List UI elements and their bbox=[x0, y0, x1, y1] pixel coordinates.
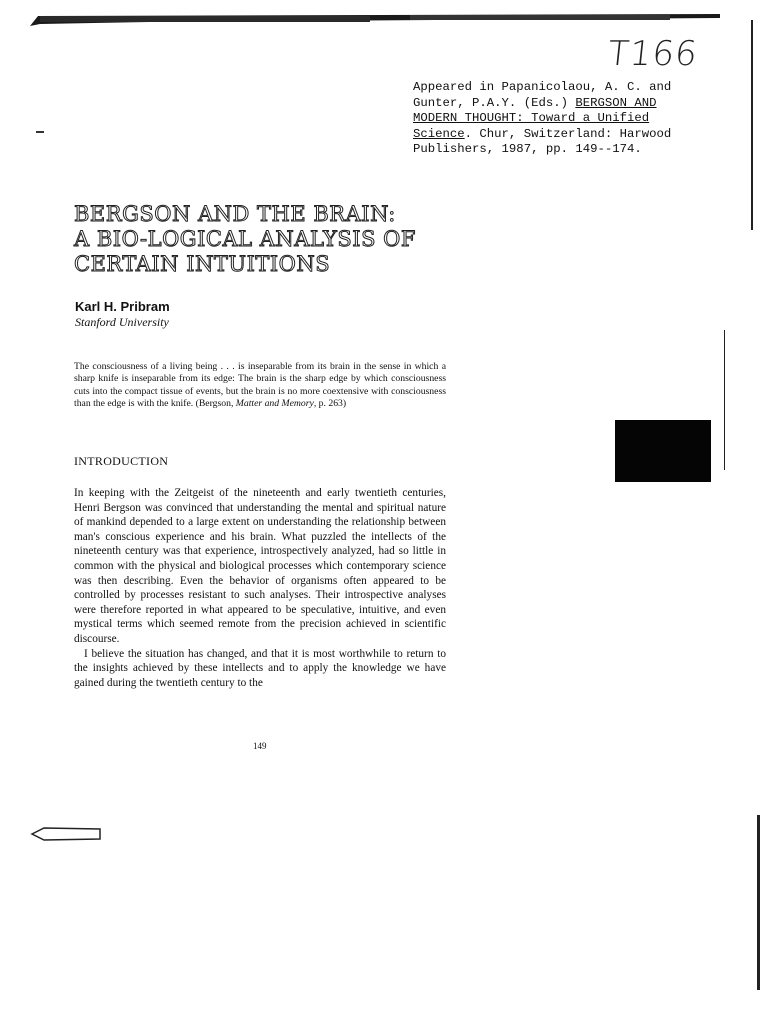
redaction-block bbox=[615, 420, 711, 482]
margin-tick bbox=[36, 131, 44, 133]
title-line: A BIO-LOGICAL ANALYSIS OF bbox=[74, 227, 416, 251]
section-heading: INTRODUCTION bbox=[74, 454, 169, 468]
body-text bbox=[74, 486, 446, 690]
scan-artifact-pencil bbox=[30, 826, 102, 842]
paragraph: In keeping with the Zeitgeist of the nineteenth and early twentieth centuries, Henri Bergson was convinced that understanding the mental and spiritual nature of mankind depended to a large extent on understanding the relationship between man's conscious experience and his brain. What puzzled the intellects of the nineteenth century was that experience, introspectively analyzed, had so little in common with the physical and biological processes which contemporary science was then describing. Even the behavior of organisms often appeared to be controlled by processes resistant to such analyses. Their introspective analyses were therefore reported in what appeared to be speculative, intuitive, and even mystical terms which seemed remote from the precision achieved in scientific discourse. bbox=[74, 487, 446, 645]
scan-edge-line bbox=[751, 20, 753, 230]
epigraph-source-title: Matter and Memory bbox=[235, 397, 314, 409]
citation-line: Gunter, P.A.Y. (Eds.) BERGSON AND bbox=[413, 95, 657, 110]
paper-title bbox=[74, 202, 434, 277]
scan-artifact-top-bar bbox=[30, 12, 720, 28]
page-number: 149 bbox=[253, 741, 267, 751]
author-name: Karl H. Pribram bbox=[75, 299, 170, 314]
paragraph: I believe the situation has changed, and that it is most worthwhile to return to the insights achieved by these intellects and to apply the knowledge we have gained during the twentieth century to the bbox=[74, 647, 446, 689]
handwritten-catalog-mark: T166 bbox=[605, 34, 700, 74]
epigraph: The consciousness of a living being . . . is inseparable from its brain in the sense in which a sharp knife is inseparable from its edge: The brain is the sharp edge by which consciousness cuts into the compact tissue of events, but the brain is no more coextensive with consciousness than the edge is with the knife. (Bergson, Matter and Memory, p. 263) bbox=[74, 361, 446, 409]
citation-line: Publishers, 1987, pp. 149--174. bbox=[413, 142, 642, 156]
title-line: BERGSON AND THE BRAIN: bbox=[74, 202, 396, 226]
title-line: CERTAIN INTUITIONS bbox=[74, 252, 331, 276]
author-affiliation: Stanford University bbox=[75, 315, 169, 329]
citation-line: MODERN THOUGHT: Toward a Unified bbox=[413, 111, 650, 125]
citation-line: Appeared in Papanicolaou, A. C. and bbox=[413, 80, 672, 94]
citation-note bbox=[413, 80, 703, 158]
scan-edge-line bbox=[757, 815, 760, 990]
margin-line bbox=[724, 330, 725, 470]
citation-line: Science. Chur, Switzerland: Harwood bbox=[413, 126, 672, 141]
